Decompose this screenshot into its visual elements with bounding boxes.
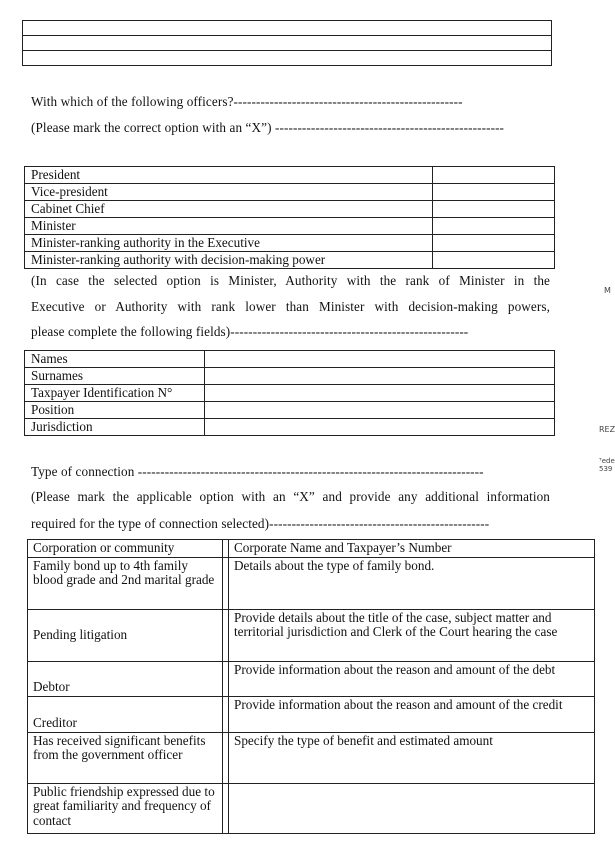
margin-fragment: 539 xyxy=(599,465,613,473)
minister-note-line: please complete the following fields)----------------------------------------------------- xyxy=(31,324,469,339)
connection-type: Pending litigation xyxy=(28,609,223,661)
officer-label: Vice-president xyxy=(25,184,433,201)
connection-instruction: (Please mark the applicable option with an “X” and provide any additional information xyxy=(31,489,550,504)
connection-row xyxy=(28,609,595,661)
connection-details[interactable]: Provide information about the reason and amount of the debt xyxy=(229,661,595,696)
officer-row xyxy=(25,167,555,184)
officer-label: Minister-ranking authority with decision-making power xyxy=(25,252,433,269)
field-input-cell[interactable] xyxy=(205,419,555,436)
field-input-cell[interactable] xyxy=(205,368,555,385)
margin-fragment: ᵀede xyxy=(599,457,615,465)
field-row xyxy=(25,368,555,385)
connection-details[interactable]: Provide information about the reason and amount of the credit xyxy=(229,696,595,732)
field-label: Taxpayer Identification N° xyxy=(25,385,205,402)
officer-label: Cabinet Chief xyxy=(25,201,433,218)
top-box-row[interactable] xyxy=(23,36,552,51)
connection-type: Public friendship expressed due to great familiarity and frequency of contact xyxy=(28,783,223,833)
connection-details[interactable]: Provide details about the title of the case, subject matter and territorial jurisdiction and Clerk of the Court hearing the case xyxy=(229,609,595,661)
connection-details[interactable]: Specify the type of benefit and estimated amount xyxy=(229,732,595,783)
field-label: Surnames xyxy=(25,368,205,385)
connection-row xyxy=(28,696,595,732)
connection-type: Family bond up to 4th family blood grade and 2nd marital grade xyxy=(28,557,223,609)
field-row xyxy=(25,402,555,419)
field-input-cell[interactable] xyxy=(205,402,555,419)
connection-details[interactable]: Details about the type of family bond. xyxy=(229,557,595,609)
officer-label: President xyxy=(25,167,433,184)
connection-details[interactable]: Corporate Name and Taxpayer’s Number xyxy=(229,540,595,558)
officer-mark-cell[interactable] xyxy=(433,184,555,201)
connection-row xyxy=(28,540,595,558)
officer-row xyxy=(25,218,555,235)
top-box-row[interactable] xyxy=(23,21,552,36)
officer-row xyxy=(25,235,555,252)
officer-details-table xyxy=(24,350,555,436)
top-box-row[interactable] xyxy=(23,51,552,66)
field-input-cell[interactable] xyxy=(205,385,555,402)
officer-label: Minister-ranking authority in the Executive xyxy=(25,235,433,252)
connection-instruction: required for the type of connection selected)------------------------------------------------- xyxy=(31,516,490,531)
officer-row xyxy=(25,201,555,218)
officer-mark-cell[interactable] xyxy=(433,218,555,235)
officer-row xyxy=(25,252,555,269)
connection-type: Debtor xyxy=(28,661,223,696)
officer-mark-cell[interactable] xyxy=(433,252,555,269)
connection-row xyxy=(28,661,595,696)
field-row xyxy=(25,419,555,436)
field-input-cell[interactable] xyxy=(205,351,555,368)
officer-label: Minister xyxy=(25,218,433,235)
officers-question: With which of the following officers?--------------------------------------------------- xyxy=(31,94,463,109)
field-label: Jurisdiction xyxy=(25,419,205,436)
connection-row xyxy=(28,557,595,609)
connection-type: Creditor xyxy=(28,696,223,732)
margin-fragment: M xyxy=(604,286,611,295)
field-label: Names xyxy=(25,351,205,368)
officer-row xyxy=(25,184,555,201)
connection-types-table xyxy=(27,539,595,834)
connection-row xyxy=(28,783,595,833)
officers-table xyxy=(24,166,555,269)
connection-details[interactable] xyxy=(229,783,595,833)
field-row xyxy=(25,351,555,368)
connection-row xyxy=(28,732,595,783)
connection-type: Corporation or community xyxy=(28,540,223,558)
minister-note-line: Executive or Authority with rank lower than Minister with decision-making powers, xyxy=(31,299,550,314)
field-label: Position xyxy=(25,402,205,419)
top-empty-box xyxy=(22,20,552,66)
connection-heading: Type of connection ----------------------------------------------------------------------------- xyxy=(31,464,484,479)
officer-mark-cell[interactable] xyxy=(433,167,555,184)
field-row xyxy=(25,385,555,402)
officer-mark-cell[interactable] xyxy=(433,235,555,252)
margin-fragment: REZ xyxy=(599,425,615,434)
connection-type: Has received significant benefits from the government officer xyxy=(28,732,223,783)
officer-mark-cell[interactable] xyxy=(433,201,555,218)
officers-instruction: (Please mark the correct option with an “X”) --------------------------------------------------- xyxy=(31,120,505,135)
minister-note-line: (In case the selected option is Minister, Authority with the rank of Minister in the xyxy=(31,273,550,288)
